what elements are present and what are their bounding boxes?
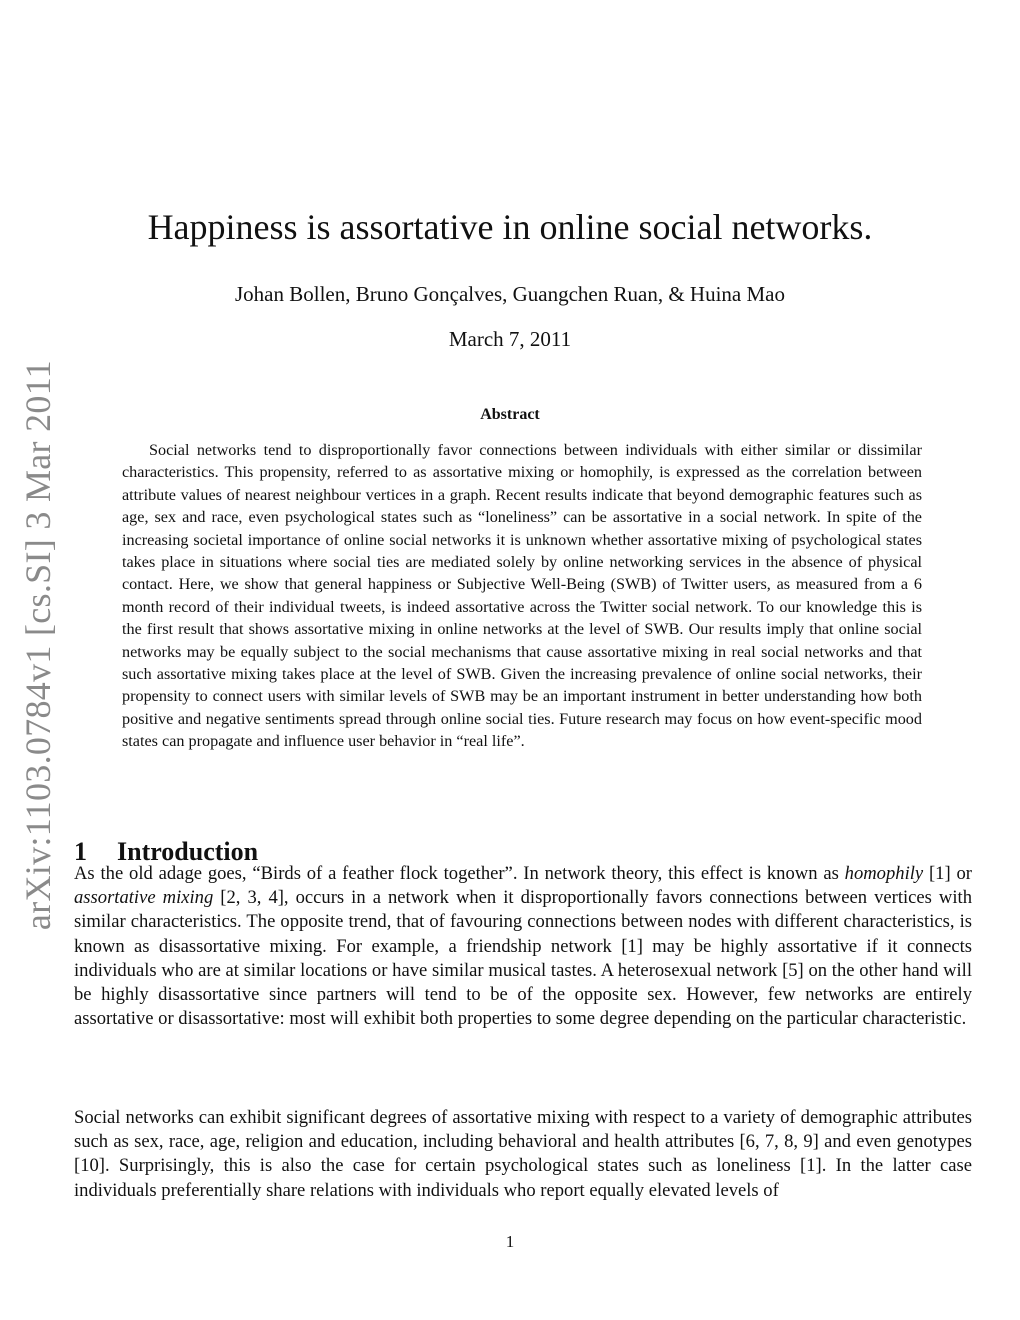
paragraph-text: As the old adage goes, “Birds of a feather flock together”. In network theory, this effect is known as bbox=[74, 863, 845, 884]
abstract-heading: Abstract bbox=[480, 406, 540, 423]
term-homophily: homophily bbox=[844, 863, 924, 884]
intro-paragraph-2: Social networks can exhibit significant degrees of assortative mixing with respect to a variety of demographic attributes such as sex, race, age, religion and education, including behavioral and health attributes [6, 7, 8, 9] and even genotypes [10]. Surprisingly, this is also the case for certain psychological states such as loneliness [1]. In the latter case individuals preferentially share relations with individuals who report equally elevated levels of bbox=[74, 1107, 972, 1201]
paper-title: Happiness is assortative in online social networks. bbox=[147, 207, 873, 247]
author-list: Johan Bollen, Bruno Gonçalves, Guangchen Ruan, & Huina Mao bbox=[235, 282, 785, 306]
abstract-text: Social networks tend to disproportionally favor connections between individuals with either similar or dissimilar characteristics. This propensity, referred to as assortative mixing or homophily, is expressed as the correlation between attribute values of nearest neighbour vertices in a graph. Recent results indicate that beyond demographic features such as age, sex and race, even psychological states such as “loneliness” can be assortative in a social network. In spite of the increasing societal importance of online social networks it is unknown whether assortative mixing of psychological states takes place in situations where social ties are mediated solely by online networking services in the absence of physical contact. Here, we show that general happiness or Subjective Well-Being (SWB) of Twitter users, as measured from a 6 month record of their individual tweets, is indeed assortative across the Twitter social network. To our knowledge this is the first result that shows assortative mixing in online networks at the level of SWB. Our results imply that online social networks may be equally subject to the social mechanisms that cause assortative mixing in real social networks and that such assortative mixing takes place at the level of SWB. Given the increasing prevalence of online social networks, their propensity to connect users with similar levels of SWB may be an important instrument in better understanding how both positive and negative sentiments spread through online social ties. Future research may focus on how event-specific mood states can propagate and influence user behavior in “real life”. bbox=[122, 441, 922, 751]
intro-paragraph-1 bbox=[74, 862, 972, 1031]
arxiv-stamp bbox=[6, 360, 70, 931]
page-number: 1 bbox=[505, 1232, 515, 1251]
section-title: Introduction bbox=[117, 837, 259, 866]
paragraph-text: [2, 3, 4], occurs in a network when it disproportionally favors connections between vertices with similar characteristics. The opposite trend, that of favouring connections between nodes with different characteristics, is known as disassortative mixing. For example, a friendship network [1] may be highly assortative if it connects individuals who are at similar locations or have similar musical tastes. A heterosexual network [5] on the other hand will be highly disassortative since partners will tend to be of the opposite sex. However, few networks are entirely assortative or disassortative: most will exhibit both properties to some degree depending on the particular characteristic. bbox=[74, 887, 972, 1030]
term-assortative-mixing: assortative mixing bbox=[74, 887, 214, 909]
paper-date: March 7, 2011 bbox=[448, 327, 572, 351]
section-number: 1 bbox=[74, 837, 87, 866]
arxiv-id[interactable]: arXiv:1103.0784v1 [cs.SI] 3 Mar 2011 bbox=[18, 360, 58, 931]
paragraph-text: [1] or bbox=[923, 863, 972, 884]
